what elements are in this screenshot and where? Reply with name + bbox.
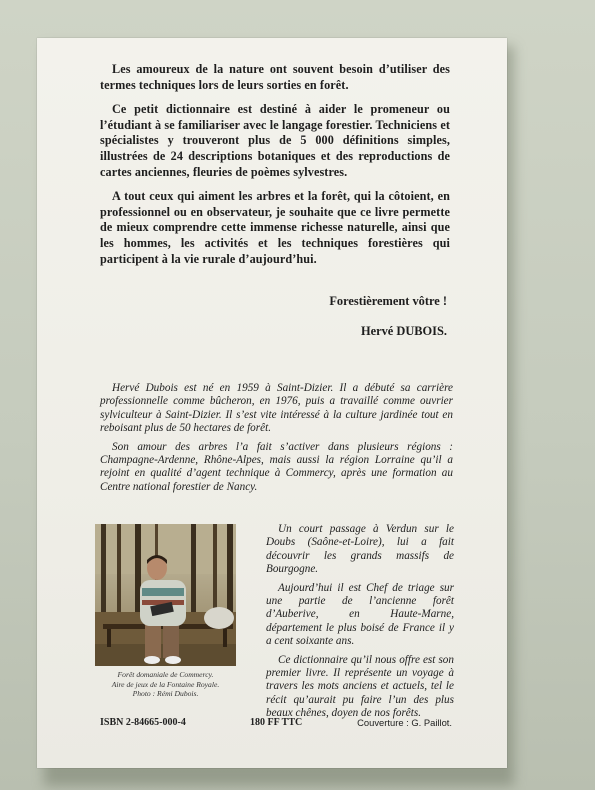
author-photo-image: [95, 524, 236, 666]
footer: [100, 717, 452, 731]
bio-paragraph-5: Ce dictionnaire qu’il nous offre est son premier livre. Il représente un voyage à travers les mots anciens et actuels, tel le récit qu’aurait pu faire l’un des plus beaux chênes, doyen de nos forêts.: [266, 653, 454, 720]
intro-paragraph-1: Les amoureux de la nature ont souvent besoin d’utiliser des termes techniques lors de leurs sorties en forêt.: [100, 62, 450, 92]
photo-caption-line-1: Forêt domaniale de Commercy.: [117, 670, 214, 679]
bio-paragraph-2: Son amour des arbres l’a fait s’activer dans plusieurs régions : Champagne-Ardenne, Rhône-Alpes, mais aussi la région Lorraine qu’il a rejoint en qualité d’agent technique à Commercy, après une formation au Centre national forestier de Nancy.: [100, 440, 453, 493]
isbn: ISBN 2-84665-000-4: [100, 717, 186, 728]
signoff: [329, 293, 447, 353]
signoff-greeting: Forestièrement vôtre !: [329, 294, 447, 308]
author-bio-side: [266, 523, 454, 726]
author-signature: Hervé DUBOIS.: [360, 324, 447, 338]
intro-paragraph-2: Ce petit dictionnaire est destiné à aider le promeneur ou l’étudiant à se familiariser avec le langage forestier. Techniciens et spécialistes y trouveront plus de 5 000 définitions simples, illustrées de 24 descriptions botaniques et des reproductions de cartes anciennes, fleuries de poèmes sylvestres.: [100, 102, 450, 179]
cover-credit: Couverture : G. Paillot.: [357, 717, 452, 728]
book-back-cover: [37, 38, 507, 768]
photo-caption-line-3: Photo : Rémi Dubois.: [132, 689, 199, 699]
author-bio-top: [100, 382, 453, 499]
photo-caption-line-2: Aire de jeux de la Fontaine Royale.: [111, 679, 220, 689]
price: 180 FF TTC: [250, 717, 303, 728]
photo-caption: [95, 670, 236, 699]
bio-paragraph-3: Un court passage à Verdun sur le Doubs (Saône-et-Loire), lui a fait découvrir les grands massifs de Bourgogne.: [266, 523, 454, 576]
author-photo: [95, 524, 236, 666]
bio-paragraph-4: Aujourd’hui il est Chef de triage sur une partie de l’ancienne forêt d’Auberive, en Haute-Marne, département le plus boisé de France il y a cent soixante ans.: [266, 581, 454, 648]
intro-text: [100, 62, 450, 276]
bio-paragraph-1: Hervé Dubois est né en 1959 à Saint-Dizier. Il a débuté sa carrière professionnelle comme bûcheron, en 1976, puis a travaillé comme ouvrier sylviculteur à Saint-Dizier. Il s’est vite intéressé à la culture jardinée tout en reboisant plus de 50 hectares de forêt.: [100, 382, 453, 435]
intro-paragraph-3: A tout ceux qui aiment les arbres et la forêt, qui la côtoient, en professionnel ou en observateur, je souhaite que ce livre permette de mieux comprendre cette immense richesse naturelle, ainsi que les hommes, les activités et les techniques forestières qui participent à la vie rurale d’aujourd’hui.: [100, 189, 450, 266]
